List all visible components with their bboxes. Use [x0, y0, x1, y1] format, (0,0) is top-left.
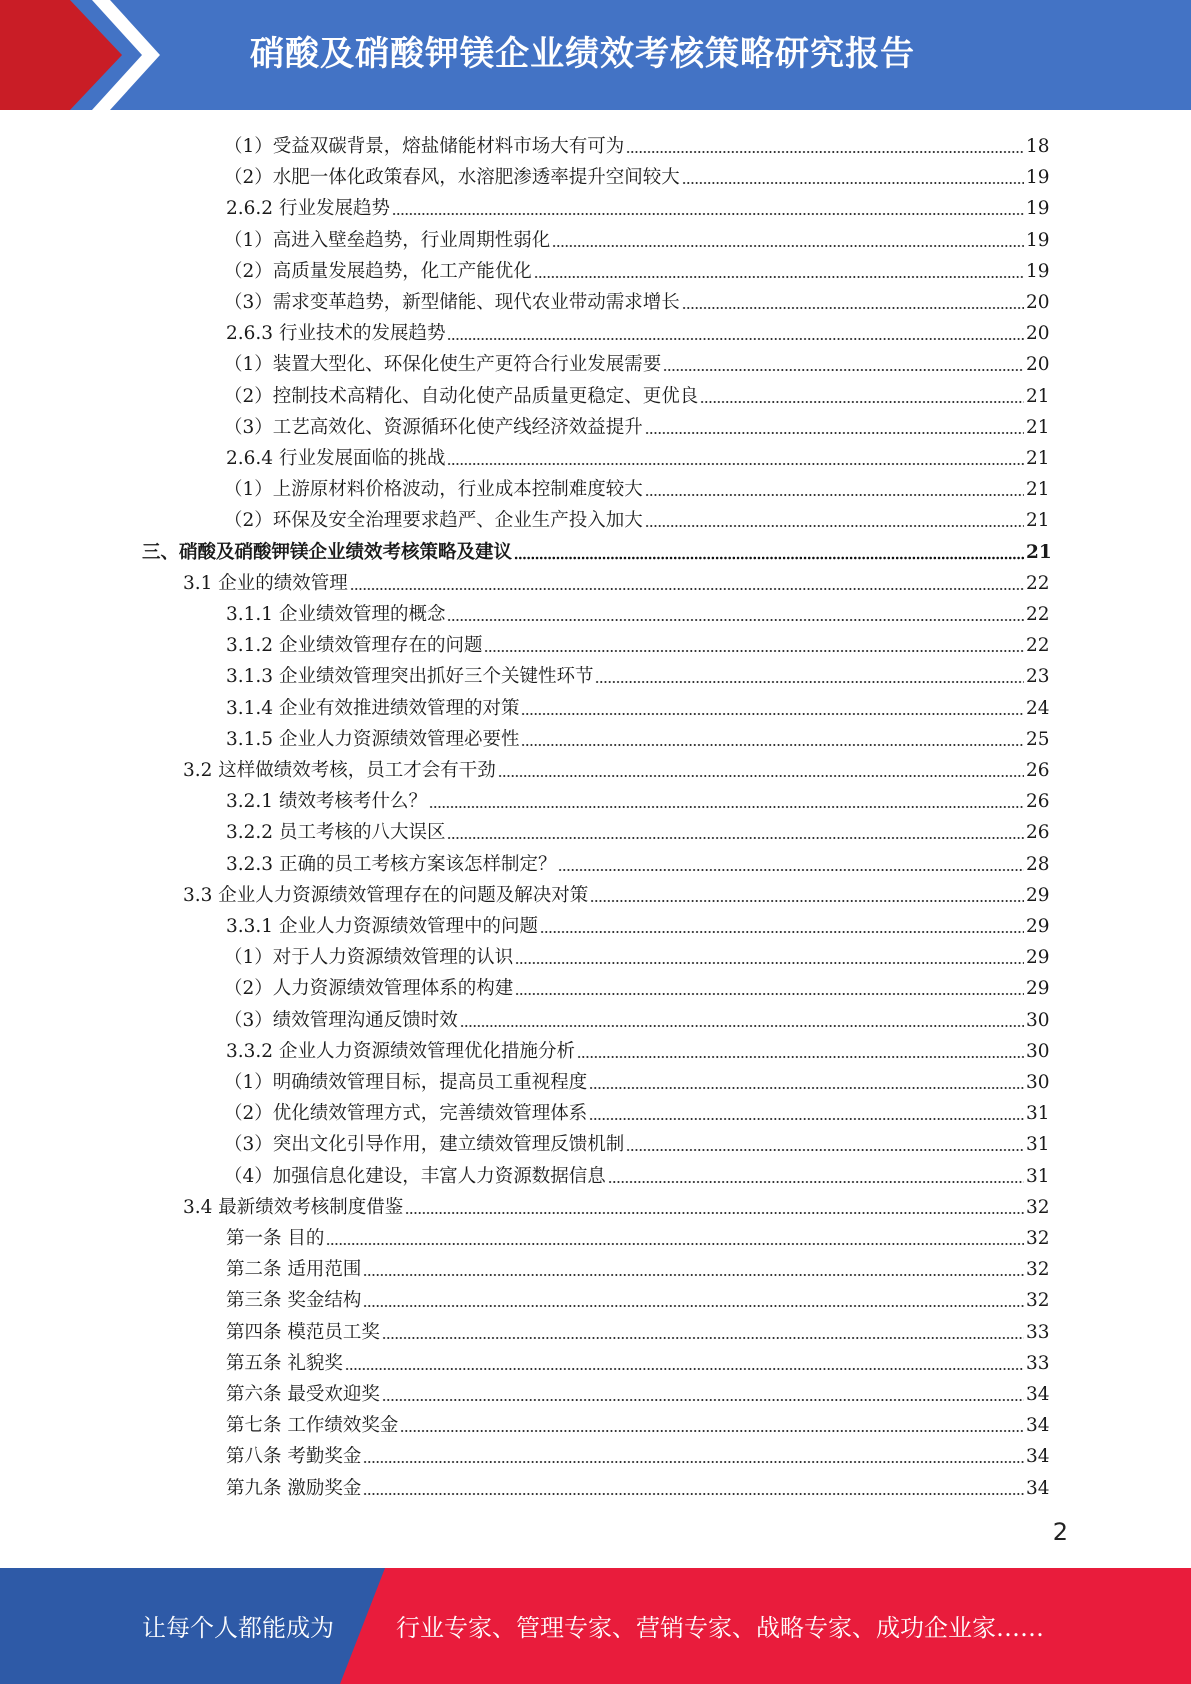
- toc-entry-label: 3.4 最新绩效考核制度借鉴: [183, 1196, 404, 1218]
- toc-entry[interactable]: [224, 346, 1048, 377]
- toc-entry[interactable]: [226, 1314, 1048, 1345]
- toc-entry-page: 30: [1026, 1040, 1050, 1062]
- toc-entry-label: 3.2.2 员工考核的八大误区: [226, 822, 446, 844]
- toc-entry-label: 3.3 企业人力资源绩效管理存在的问题及解决对策: [183, 884, 589, 906]
- toc-entry-label: 3.2.3 正确的员工考核方案该怎样制定？: [226, 853, 557, 875]
- toc-entry[interactable]: [183, 565, 1048, 596]
- toc-entry[interactable]: [224, 159, 1048, 190]
- toc-dot-leader: [682, 181, 1024, 185]
- toc-entry[interactable]: [226, 1376, 1048, 1407]
- toc-entry-label: 2.6.2 行业发展趋势: [226, 198, 390, 220]
- toc-dot-leader: [515, 961, 1024, 965]
- toc-entry[interactable]: [226, 596, 1048, 627]
- toc-entry-page: 21: [1026, 416, 1050, 438]
- toc-dot-leader: [484, 649, 1024, 653]
- toc-entry-label: 第八条 考勤奖金: [226, 1446, 362, 1468]
- toc-entry-label: 第五条 礼貌奖: [226, 1352, 343, 1374]
- toc-entry-label: 第三条 奖金结构: [226, 1290, 362, 1312]
- toc-entry[interactable]: [226, 1470, 1048, 1501]
- toc-entry[interactable]: [183, 752, 1048, 783]
- toc-dot-leader: [447, 462, 1024, 466]
- toc-entry[interactable]: [224, 409, 1048, 440]
- toc-entry-label: （3）需求变革趋势，新型储能、现代农业带动需求增长: [224, 292, 680, 313]
- toc-entry-page: 19: [1026, 260, 1050, 282]
- toc-entry-label: 第一条 目的: [226, 1228, 325, 1249]
- toc-dot-leader: [429, 805, 1024, 809]
- toc-entry-label: （1）高进入壁垒趋势，行业周期性弱化: [224, 229, 551, 251]
- toc-entry-label: （2）人力资源绩效管理体系的构建: [224, 978, 514, 1000]
- toc-dot-leader: [326, 1242, 1024, 1246]
- toc-entry-label: （1）明确绩效管理目标，提高员工重视程度: [224, 1072, 588, 1093]
- toc-entry-label: 3.2 这样做绩效考核，员工才会有干劲: [183, 760, 496, 781]
- toc-entry-label: 第四条 模范员工奖: [226, 1321, 380, 1343]
- toc-entry[interactable]: [226, 721, 1048, 752]
- toc-dot-leader: [626, 150, 1024, 154]
- toc-entry-page: 28: [1026, 853, 1050, 875]
- toc-dot-leader: [645, 524, 1024, 528]
- toc-entry-page: 31: [1026, 1103, 1050, 1125]
- toc-entry[interactable]: [226, 814, 1048, 845]
- toc-entry[interactable]: [224, 471, 1048, 502]
- toc-entry-label: 三、硝酸及硝酸钾镁企业绩效考核策略及建议: [142, 541, 513, 563]
- toc-dot-leader: [645, 431, 1024, 435]
- toc-dot-leader: [498, 774, 1024, 778]
- toc-entry-label: 3.1.3 企业绩效管理突出抓好三个关键性环节: [226, 666, 594, 688]
- toc-entry-page: 29: [1026, 884, 1050, 906]
- toc-dot-leader: [363, 1273, 1024, 1277]
- toc-entry-label: 2.6.4 行业发展面临的挑战: [226, 448, 446, 469]
- toc-entry[interactable]: [226, 846, 1048, 877]
- toc-entry[interactable]: [226, 658, 1048, 689]
- toc-dot-leader: [608, 1180, 1024, 1184]
- toc-entry[interactable]: [224, 378, 1048, 409]
- toc-entry[interactable]: [224, 284, 1048, 315]
- toc-entry-page: 33: [1026, 1352, 1050, 1374]
- toc-entry[interactable]: [224, 970, 1048, 1001]
- toc-entry-page: 34: [1026, 1446, 1050, 1468]
- toc-entry-page: 34: [1026, 1477, 1050, 1499]
- toc-entry-page: 19: [1026, 198, 1050, 220]
- toc-entry-page: 25: [1026, 728, 1050, 750]
- toc-dot-leader: [382, 1398, 1024, 1402]
- toc-dot-leader: [589, 1117, 1024, 1121]
- toc-entry[interactable]: [226, 1033, 1048, 1064]
- toc-entry[interactable]: [226, 190, 1048, 221]
- page-footer: [0, 1568, 1191, 1684]
- toc-dot-leader: [345, 1367, 1024, 1371]
- toc-entry-page: 29: [1026, 978, 1050, 1000]
- toc-entry-page: 21: [1026, 510, 1050, 532]
- toc-entry[interactable]: [224, 1095, 1048, 1126]
- toc-dot-leader: [540, 930, 1024, 934]
- page-header: [0, 0, 1191, 110]
- toc-entry[interactable]: [226, 1438, 1048, 1469]
- toc-entry-page: 26: [1026, 760, 1050, 781]
- toc-entry-label: 第九条 激励奖金: [226, 1477, 362, 1499]
- toc-entry-page: 32: [1026, 1259, 1050, 1281]
- toc-dot-leader: [700, 400, 1024, 404]
- toc-entry-page: 34: [1026, 1415, 1050, 1437]
- toc-entry-label: 3.1.1 企业绩效管理的概念: [226, 604, 446, 625]
- toc-entry[interactable]: [183, 1189, 1048, 1220]
- toc-dot-leader: [534, 275, 1024, 279]
- toc-entry[interactable]: [224, 222, 1048, 253]
- toc-entry-label: （1）上游原材料价格波动，行业成本控制难度较大: [224, 479, 643, 501]
- toc-entry-page: 22: [1026, 572, 1050, 594]
- toc-entry-label: 第七条 工作绩效奖金: [226, 1415, 399, 1437]
- toc-entry-page: 31: [1026, 1134, 1050, 1156]
- toc-dot-leader: [400, 1429, 1024, 1433]
- toc-dot-leader: [589, 1086, 1024, 1090]
- toc-entry-page: 32: [1026, 1228, 1050, 1249]
- toc-dot-leader: [515, 992, 1024, 996]
- toc-entry[interactable]: [224, 939, 1048, 970]
- toc-entry-page: 22: [1026, 635, 1050, 657]
- toc-entry-label: （2）高质量发展趋势，化工产能优化: [224, 260, 532, 282]
- toc-dot-leader: [405, 1211, 1024, 1215]
- toc-entry-page: 21: [1026, 385, 1050, 407]
- toc-entry-label: 3.1.4 企业有效推进绩效管理的对策: [226, 697, 520, 719]
- toc-entry-label: 第六条 最受欢迎奖: [226, 1384, 380, 1405]
- toc-dot-leader: [392, 212, 1024, 216]
- toc-entry[interactable]: [224, 1126, 1048, 1157]
- toc-entry[interactable]: [226, 908, 1048, 939]
- toc-dot-leader: [626, 1148, 1024, 1152]
- toc-entry-page: 26: [1026, 822, 1050, 844]
- toc-entry-label: 3.1.5 企业人力资源绩效管理必要性: [226, 728, 520, 750]
- toc-entry[interactable]: [224, 1158, 1048, 1189]
- toc-dot-leader: [558, 868, 1024, 872]
- toc-entry[interactable]: [226, 783, 1048, 814]
- toc-entry-label: （4）加强信息化建设，丰富人力资源数据信息: [224, 1165, 606, 1187]
- toc-entry[interactable]: [226, 690, 1048, 721]
- toc-entry[interactable]: [226, 1407, 1048, 1438]
- toc-entry[interactable]: [224, 1002, 1048, 1033]
- toc-entry[interactable]: [226, 1345, 1048, 1376]
- toc-entry[interactable]: [224, 1064, 1048, 1095]
- toc-entry-page: 20: [1026, 323, 1050, 345]
- toc-entry-label: 第二条 适用范围: [226, 1259, 362, 1281]
- toc-entry-page: 32: [1026, 1290, 1050, 1312]
- toc-entry-page: 31: [1026, 1165, 1050, 1187]
- toc-dot-leader: [590, 899, 1024, 903]
- toc-entry-page: 30: [1026, 1009, 1050, 1031]
- toc-entry-label: （3）突出文化引导作用，建立绩效管理反馈机制: [224, 1134, 625, 1156]
- toc-entry[interactable]: [226, 1220, 1048, 1251]
- toc-entry-page: 19: [1026, 167, 1050, 189]
- toc-entry-label: 3.2.1 绩效考核考什么？: [226, 791, 427, 813]
- toc-entry[interactable]: [226, 440, 1048, 471]
- toc-dot-leader: [552, 244, 1024, 248]
- toc-entry-page: 33: [1026, 1321, 1050, 1343]
- toc-dot-leader: [363, 1460, 1024, 1464]
- toc-entry[interactable]: [226, 315, 1048, 346]
- toc-entry-label: （2）优化绩效管理方式，完善绩效管理体系: [224, 1103, 588, 1125]
- toc-entry-label: 3.1.2 企业绩效管理存在的问题: [226, 635, 483, 657]
- toc-entry[interactable]: [224, 502, 1048, 533]
- toc-dot-leader: [663, 368, 1024, 372]
- toc-entry-label: （1）装置大型化、环保化使生产更符合行业发展需要: [224, 354, 662, 376]
- toc-entry-label: （1）受益双碳背景，熔盐储能材料市场大有可为: [224, 136, 625, 157]
- toc-entry[interactable]: [142, 534, 1052, 565]
- toc-dot-leader: [447, 337, 1024, 341]
- toc-dot-leader: [645, 493, 1024, 497]
- toc-entry-label: （3）绩效管理沟通反馈时效: [224, 1009, 458, 1031]
- toc-entry-label: （2）控制技术高精化、自动化使产品质量更稳定、更优良: [224, 385, 699, 407]
- toc-entry-page: 21: [1026, 541, 1052, 563]
- toc-entry-label: （3）工艺高效化、资源循环化使产线经济效益提升: [224, 416, 643, 438]
- footer-slogan-right: 行业专家、管理专家、营销专家、战略专家、成功企业家……: [396, 1614, 1044, 1642]
- toc-entry[interactable]: [224, 253, 1048, 284]
- toc-dot-leader: [521, 712, 1024, 716]
- toc-entry-page: 32: [1026, 1196, 1050, 1218]
- footer-slogan-left: 让每个人都能成为: [142, 1614, 334, 1642]
- toc-dot-leader: [521, 743, 1024, 747]
- toc-dot-leader: [382, 1336, 1024, 1340]
- toc-dot-leader: [363, 1492, 1024, 1496]
- toc-dot-leader: [577, 1055, 1024, 1059]
- toc-entry-page: 19: [1026, 229, 1050, 251]
- toc-entry-label: 3.3.2 企业人力资源绩效管理优化措施分析: [226, 1040, 575, 1062]
- report-title: 硝酸及硝酸钾镁企业绩效考核策略研究报告: [250, 34, 915, 74]
- toc-entry-page: 22: [1026, 604, 1050, 625]
- toc-dot-leader: [514, 556, 1024, 560]
- toc-dot-leader: [363, 1304, 1024, 1308]
- toc-entry-page: 30: [1026, 1072, 1050, 1093]
- toc-dot-leader: [460, 1024, 1024, 1028]
- toc-entry[interactable]: [183, 877, 1048, 908]
- toc-entry[interactable]: [224, 128, 1048, 159]
- toc-entry-page: 23: [1026, 666, 1050, 688]
- toc-dot-leader: [682, 306, 1024, 310]
- toc-entry-page: 18: [1026, 136, 1050, 157]
- toc-entry-page: 21: [1026, 448, 1050, 469]
- toc-entry-label: 3.1 企业的绩效管理: [183, 572, 348, 594]
- toc-entry[interactable]: [226, 627, 1048, 658]
- toc-entry-page: 26: [1026, 791, 1050, 813]
- toc-entry-page: 29: [1026, 916, 1050, 937]
- toc-entry-page: 34: [1026, 1384, 1050, 1405]
- toc-entry-page: 29: [1026, 947, 1050, 969]
- toc-entry-page: 20: [1026, 292, 1050, 313]
- toc-entry-label: （2）环保及安全治理要求趋严、企业生产投入加大: [224, 510, 643, 532]
- toc-entry-page: 21: [1026, 479, 1050, 501]
- toc-dot-leader: [350, 587, 1024, 591]
- page-number: 2: [1052, 1518, 1068, 1546]
- toc-entry-label: （1）对于人力资源绩效管理的认识: [224, 947, 514, 969]
- toc-entry-page: 24: [1026, 697, 1050, 719]
- toc-dot-leader: [447, 618, 1024, 622]
- toc-dot-leader: [595, 680, 1024, 684]
- toc-dot-leader: [447, 836, 1024, 840]
- toc-entry-label: 2.6.3 行业技术的发展趋势: [226, 323, 446, 345]
- toc-entry-label: （2）水肥一体化政策春风，水溶肥渗透率提升空间较大: [224, 167, 680, 189]
- toc-entry[interactable]: [226, 1282, 1048, 1313]
- toc-entry-label: 3.3.1 企业人力资源绩效管理中的问题: [226, 916, 538, 937]
- toc-entry-page: 20: [1026, 354, 1050, 376]
- toc-entry[interactable]: [226, 1251, 1048, 1282]
